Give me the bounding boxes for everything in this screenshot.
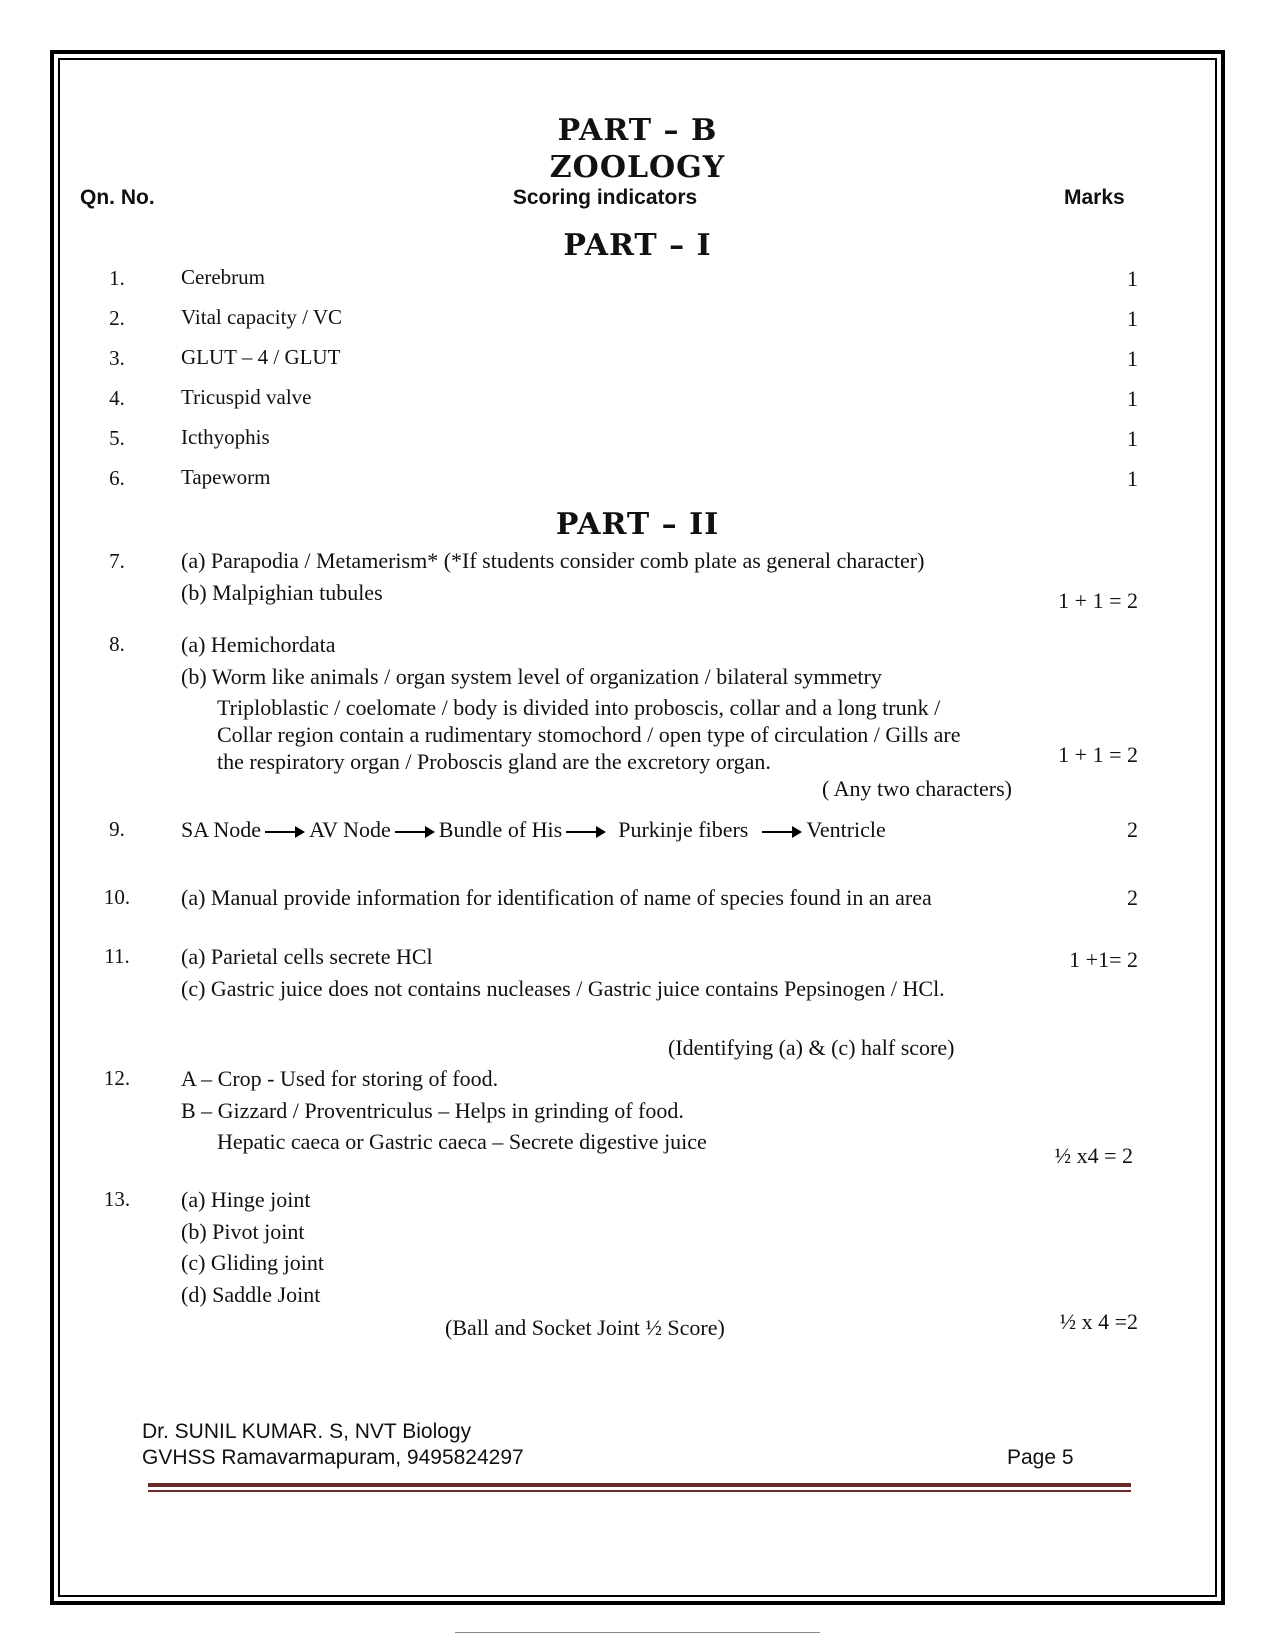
right-arrow-icon [566, 831, 604, 833]
note-text: (Ball and Socket Joint ½ Score) [445, 1315, 725, 1340]
right-arrow-icon [265, 831, 303, 833]
question-number: 3. [109, 346, 125, 370]
part-2-title: PART – II [555, 507, 720, 542]
mark-value: 1 [1127, 386, 1138, 411]
answer-text: Tapeworm [181, 465, 271, 489]
question-number: 4. [109, 386, 125, 410]
question-number: 2. [109, 306, 125, 330]
page-number: Page 5 [1007, 1446, 1074, 1469]
answer-text: (b) Pivot joint [181, 1219, 305, 1244]
answer-text: (a) Parapodia / Metamerism* (*If students consider comb plate as general character) [181, 548, 925, 573]
question-number: 1. [109, 266, 125, 290]
answer-text: (c) Gastric juice does not contains nucleases / Gastric juice contains Pepsinogen / HCl. [181, 976, 945, 1001]
mark-value: 2 [1127, 885, 1138, 910]
mark-value: 1 + 1 = 2 [1058, 588, 1138, 613]
answer-text: Vital capacity / VC [181, 305, 343, 329]
mark-value: 1 [1127, 466, 1138, 491]
note-text: (Identifying (a) & (c) half score) [668, 1035, 955, 1060]
answer-text: (a) Hemichordata [181, 632, 336, 657]
pathway-step: Bundle of His [438, 817, 563, 842]
mark-value: 1 [1127, 426, 1138, 451]
zoology-heading: ZOOLOGY [549, 150, 726, 185]
question-number: 9. [109, 817, 125, 841]
answer-text: (a) Manual provide information for identification of name of species found in an area [181, 885, 932, 910]
question-number: 8. [109, 632, 125, 656]
mark-value: 1 [1127, 266, 1138, 291]
footer-author: Dr. SUNIL KUMAR. S, NVT Biology [142, 1420, 472, 1443]
answer-text: B – Gizzard / Proventriculus – Helps in grinding of food. [181, 1098, 684, 1123]
column-scoring-header: Scoring indicators [512, 186, 698, 209]
footer-school: GVHSS Ramavarmapuram, 9495824297 [142, 1446, 524, 1469]
mark-value: ½ x4 = 2 [1054, 1143, 1133, 1168]
question-number: 10. [103, 885, 131, 909]
footer-divider [148, 1490, 1131, 1492]
pathway-step: Purkinje fibers [618, 817, 749, 842]
answer-text: the respiratory organ / Proboscis gland are the excretory organ. [217, 749, 771, 774]
column-marks-header: Marks [1064, 186, 1125, 209]
question-number: 12. [103, 1066, 131, 1090]
pathway-step: Ventricle [806, 817, 886, 842]
answer-text: Triploblastic / coelomate / body is divided into proboscis, collar and a long trunk / [217, 695, 941, 720]
column-qn-header: Qn. No. [80, 186, 155, 209]
question-number: 5. [109, 426, 125, 450]
answer-text: Tricuspid valve [181, 385, 312, 409]
mark-value: 1 + 1 = 2 [1058, 742, 1138, 767]
mark-value: 1 [1127, 346, 1138, 371]
right-arrow-icon [395, 831, 433, 833]
question-number: 13. [103, 1187, 131, 1211]
answer-text: (a) Hinge joint [181, 1187, 311, 1212]
answer-text: (c) Gliding joint [181, 1250, 324, 1275]
question-number: 7. [109, 549, 125, 573]
answer-text: Collar region contain a rudimentary stomochord / open type of circulation / Gills are [217, 722, 961, 747]
answer-text: (b) Worm like animals / organ system level of organization / bilateral symmetry [181, 664, 882, 689]
pathway-step: SA Node [181, 817, 262, 842]
part-b-heading: PART – B [557, 113, 718, 148]
bottom-rule [455, 1632, 820, 1633]
answer-text: (a) Parietal cells secrete HCl [181, 944, 433, 969]
part-1-title: PART – I [563, 228, 712, 263]
pathway-step: AV Node [309, 817, 391, 842]
answer-text: Hepatic caeca or Gastric caeca – Secrete digestive juice [217, 1129, 707, 1154]
answer-text: A – Crop - Used for storing of food. [181, 1066, 499, 1091]
answer-text: Icthyophis [181, 425, 270, 449]
answer-text: Cerebrum [181, 265, 265, 289]
mark-value: 2 [1127, 817, 1138, 842]
question-number: 6. [109, 466, 125, 490]
answer-text: (b) Malpighian tubules [181, 580, 383, 605]
mark-value: 1 +1= 2 [1069, 947, 1138, 972]
question-number: 11. [104, 944, 130, 968]
right-arrow-icon [762, 831, 800, 833]
conduction-pathway [181, 817, 886, 843]
footer-divider [148, 1483, 1131, 1487]
mark-value: 1 [1127, 306, 1138, 331]
mark-value: ½ x 4 =2 [1059, 1309, 1138, 1334]
answer-text: (d) Saddle Joint [181, 1282, 321, 1307]
answer-text: GLUT – 4 / GLUT [181, 345, 341, 369]
note-text: ( Any two characters) [822, 776, 1012, 801]
